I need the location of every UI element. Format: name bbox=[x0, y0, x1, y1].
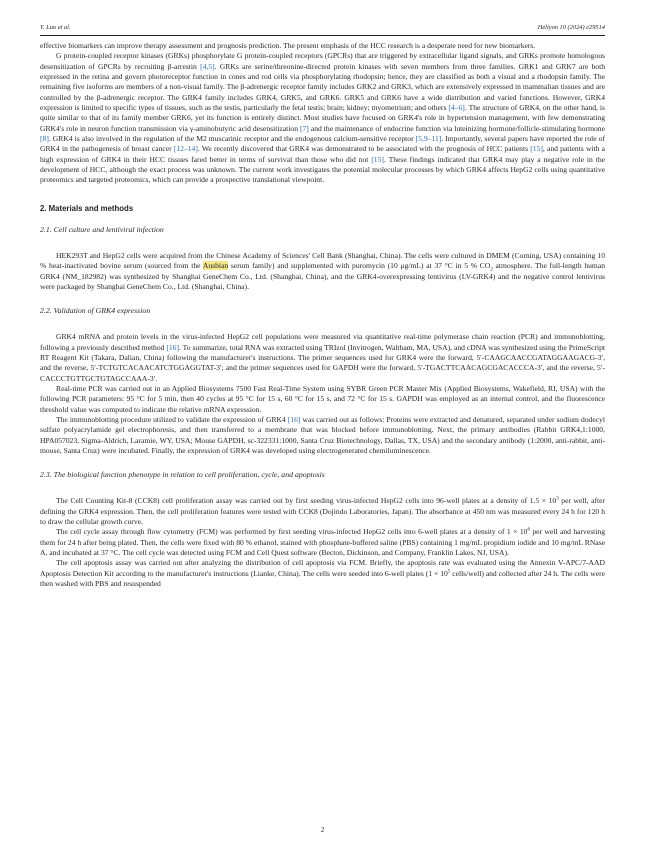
subsection-heading: 2.1. Cell culture and lentiviral infection bbox=[40, 224, 164, 234]
citation-link[interactable]: [15] bbox=[371, 154, 384, 164]
citation-link[interactable]: [16] bbox=[287, 414, 301, 424]
article-body bbox=[40, 41, 605, 589]
citation-link[interactable]: [4–6] bbox=[448, 103, 465, 113]
citation-link[interactable]: [4,5] bbox=[200, 61, 215, 71]
function-paragraph-2: The cell cycle assay through flow cytometry (FCM) was performed by first seeding virus-infected HepG2 cells into 6-well plates at a density of $1 \times 10^6$ per well and harvesting them for 24 h after being plated. Then, the cells were fixed with 80 % ethanol, stained with phosphate-buffered saline (PBS) containing 1 mg/mL propidium iodide and 10 mg/mL RNase A, and incubated at 37 °C. The cell cycle was detected using FCM and Cell Quest software (Becton, Dickinson, and Company, Franklin Lakes, NJ, USA). bbox=[40, 527, 605, 558]
citation-link[interactable]: [16] bbox=[166, 342, 179, 352]
header-authors: Y. Luo et al. bbox=[40, 24, 71, 31]
citation-link[interactable]: [5,9–11] bbox=[415, 134, 442, 144]
intro-paragraph-2: G protein-coupled receptor kinases (GRKs) phosphorylate G protein-coupled receptors (GPCRs) that are triggered by extracellular ligand signals, and GRKs promote homologous desensitization of GPCRs by recruiting β-arrestin [4,5]. GRKs are serine/threonine-directed protein kinases with seven members from three families. GRK1 and GRK7 are both expressed in the retina and govern photoreceptor function in cones and rod cells via phosphorylating rhodopsin; hence, they are classified as both a visual and a rhodopsin family. The remaining five isoforms are members of a non-visual family. The β-adrenergic receptor family includes GRK2 and GRK3, which are extensively expressed in mammalian tissues and are controlled by the β-adrenergic receptor. The GRK4 family includes GRK4, GRK5, and GRK6. GRK5 and GRK6 have a wide distribution and varied functions. However, GRK4 expression is limited to specific types of tissues, such as the testis, particularly the fetal testis; brain; kidney; myometrium; and others [4–6]. The structure of GRK4, on the other hand, is quite similar to that of its family member GRK6, yet its function is entirely distinct. Most studies have focused on GRK4's role in hypertension management, with few demonstrating GRK4's role in neuron function transmission via γ-aminobutyric acid desensitization [7] and the maintenance of endocrine function via luteinizing hormone/follicle-stimulating hormone [8]. GRK4 is also involved in the regulation of the M2 muscarinic receptor and the endogenous calcium-sensitive receptor [5,9–11]. Importantly, several papers have reported the role of GRK4 in the pathogenesis of breast cancer [12–14]. We recently discovered that GRK4 was demonstrated to be associated with the prognosis of HCC patients [15], and patients with a high expression of GRK4 in their HCC tissues fared better in terms of survival than those who did not [15]. These findings indicated that GRK4 may play a negative role in the development of HCC, although the exact process was unknown. The current work investigates the potential molecular processes by which GRK4 affects HepG2 cells using quantitative proteomics and targeted proteomics, which can provide a prospective translational viewpoint. bbox=[40, 51, 606, 185]
validation-paragraph-1: GRK4 mRNA and protein levels in the virus-infected HepG2 cell populations were measured via quantitative real-time polymerase chain reaction (PCR) and immunoblotting, following a previously described method [16]. To summarize, total RNA was extracted using TRIzol (Invitrogen, Waltham, MA, USA), and cDNA was synthesized using the PrimeScript RT Reagent Kit (Takara, Dalian, China) following the manufacturer's instructions. The primer sequences used for GRK4 were the forward, 5′-CAAGCAACCGATAGGAAGACG-3′, and the reverse, 5′-TCTGTCACAACATCTGGAGGTAT-3′; and the primer sequences used for GAPDH were the forward, 5′-TGACTTCAACAGCGACACCCA-3′, and the reverse, 5′-CACCCTGTTGCTGTAGCCAAA-3′. bbox=[40, 332, 605, 383]
intro-paragraph-1: effective biomarkers can improve therapy assessment and prognosis prediction. The present emphasis of the HCC research is a desperate need for new biomarkers. bbox=[40, 41, 536, 50]
subsection-heading: 2.3. The biological function phenotype in relation to cell proliferation, cycle, and apoptosis bbox=[40, 470, 325, 480]
page-number: 2 bbox=[320, 826, 325, 834]
header-journal: Heliyon 10 (2024) e29514 bbox=[537, 24, 605, 31]
highlighted-term: Ausbian bbox=[202, 261, 229, 271]
citation-link[interactable]: [7] bbox=[299, 123, 309, 133]
validation-paragraph-2: Real-time PCR was carried out in an Applied Biosystems 7500 Fast Real-Time System using SYBR Green PCR Master Mix (Applied Biosystems, Wakefield, RI, USA) with the following PCR parameters: 95 °C for 5 min, then 40 cycles at 95 °C for 15 s, 60 °C for 15 s, and 72 °C for 15 s. GAPDH was employed as an internal control, and the fluorescence threshold value was computed to indicate the relative mRNA expression. bbox=[40, 383, 605, 414]
citation-link[interactable]: [12–14] bbox=[173, 144, 198, 154]
citation-link[interactable]: [15] bbox=[530, 144, 543, 154]
citation-link[interactable]: [8] bbox=[40, 134, 49, 144]
validation-paragraph-3: The immunoblotting procedure utilized to validate the expression of GRK4 [16] was carried out as follows: Proteins were extracted and denatured, separated under sodium dodecyl sulfate polyacrylamide gel electrophoresis, and then transferred to a membrane that was blocked before immunoblotting. Next, the primary antibodies (Rabbit GRK4,1:1000, HPA057023, Sigma-Aldrich, Laramie, WY, USA; Mouse GAPDH, sc-322331:1000, Santa Cruz Biotechnology, Dallas, TX, USA) and the secondary antibody (1:2000, anti-rabbit, anti-mouse, Santa Cruz) were incubated. Finally, the expression of GRK4 was developed using electrogenerated chemiluminescence. bbox=[40, 414, 606, 455]
header-rule bbox=[40, 35, 605, 36]
section-heading: 2. Materials and methods bbox=[40, 203, 134, 213]
function-paragraph-1: The Cell Counting Kit-8 (CCK8) cell proliferation assay was carried out by first seeding virus-infected HepG2 cells into 96-well plates at a density of $1.5 \times 10^3$ per well, after defining the GRK4 expression. Then, the cell proliferation features were tested with CCK8 (Dojindo Laboratories, Japan). The absorbance at 450 nm was measured every 24 h for 120 h to draw the cellular growth curve. bbox=[40, 496, 605, 526]
function-paragraph-3: The cell apoptosis assay was carried out after analyzing the distribution of cell apoptosis via FCM. Briefly, the apoptosis rate was evaluated using the Annexin V-APC/7-AAD Apoptosis Detection Kit according to the manufacturer's instructions (Lianke, China). The cells were seeded into 6-well plates ($1 \times 10^5$ cells/well) and collected after 24 h. The cells were then washed with PBS and resuspended bbox=[40, 558, 606, 589]
cell-culture-paragraph: HEK293T and HepG2 cells were acquired from the Chinese Academy of Sciences' Cell Bank (Shanghai, China). The cells were cultured in DMEM (Corning, USA) containing 10 % heat-inactivated bovine serum (sourced from the Ausbian serum family) and supplemented with puromycin (10 μg/mL) at 37 °C in 5 % $CO_2$ atmosphere. The full-length human GRK4 (NM_182982) was synthesized by Shanghai GeneChem Co., Ltd. (Shanghai, China), and the GRK4-overexpressing lentivirus (LV-GRK4) and the negative control lentivirus were packaged by Shanghai GeneChem Co., Ltd. (Shanghai, China). bbox=[40, 250, 605, 291]
subsection-heading: 2.2. Validation of GRK4 expression bbox=[40, 306, 151, 316]
